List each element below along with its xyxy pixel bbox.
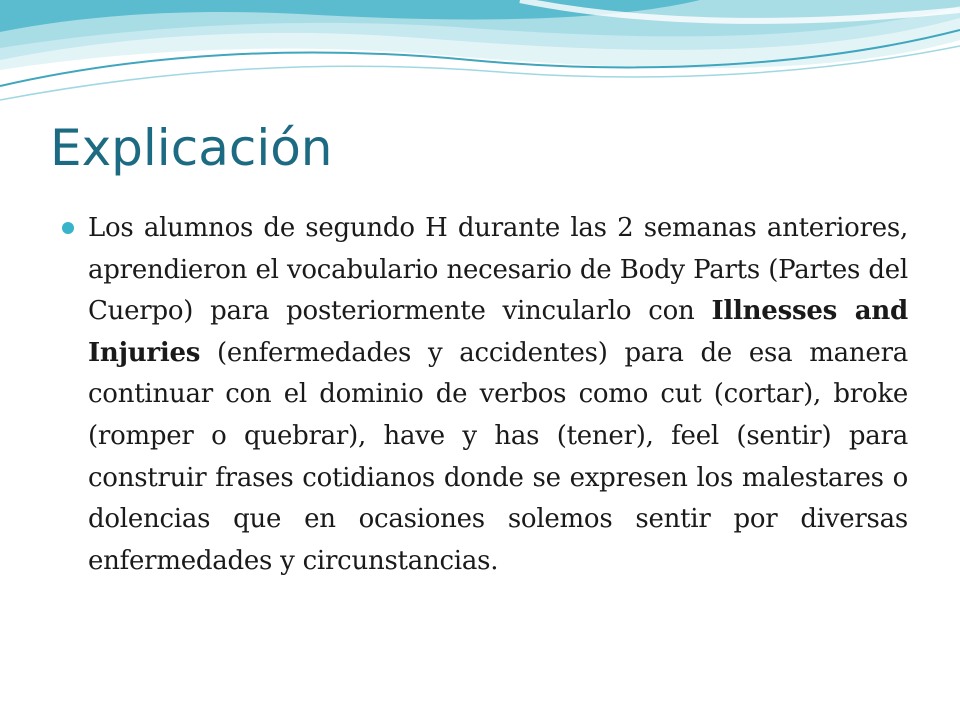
bullet-item <box>62 208 908 582</box>
body-text-intro: Los alumnos de segundo H durante las 2 semanas anteriores, aprendieron el vocabulario necesario de Body Parts (Partes del Cuerpo) para posteriormente vincularlo con <box>88 213 908 327</box>
bullet-icon <box>62 222 74 234</box>
body-text-bold: Illnesses and Injuries <box>88 296 908 368</box>
slide-title: Explicación <box>50 119 333 177</box>
bullet-list <box>62 208 908 582</box>
body-text-rest: (enfermedades y accidentes) para de esa manera continuar con el dominio de verbos como cut (cortar), broke (romper o quebrar), have y has (tener), feel (sentir) para construir frases cotidianos donde se expresen los malestares o dolencias que en ocasiones solemos sentir por diversas enfermedades y circunstancias. <box>88 337 908 576</box>
wave-banner-decoration <box>0 0 960 120</box>
body-paragraph <box>88 208 908 582</box>
